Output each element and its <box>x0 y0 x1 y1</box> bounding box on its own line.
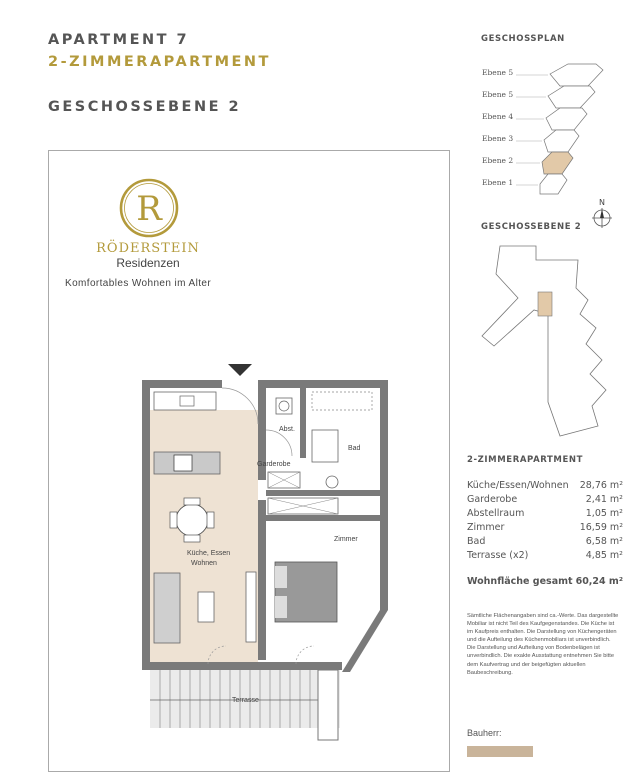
room-label-abst: Abst. <box>279 426 295 433</box>
area-row-kueche: Küche/Essen/Wohnen 28,76 m² <box>467 480 623 491</box>
monogram-letter: R <box>136 189 162 229</box>
room-label-bad: Bad <box>348 445 361 452</box>
level-label-1[interactable]: Ebene 1 <box>482 178 514 187</box>
geschossplan-title: GESCHOSSPLAN <box>481 34 565 44</box>
brand-name: RÖDERSTEIN <box>96 241 200 256</box>
level-label-5b[interactable]: Ebene 5 <box>482 90 514 99</box>
area-row-garderobe: Garderobe 2,41 m² <box>467 494 623 505</box>
area-row-abstellraum: Abstellraum 1,05 m² <box>467 508 623 519</box>
room-label-kueche-1: Küche, Essen <box>187 550 231 557</box>
level-label-2[interactable]: Ebene 2 <box>482 156 514 165</box>
room-label-zimmer: Zimmer <box>334 536 358 543</box>
level-title: GESCHOSSEBENE 2 <box>48 99 242 115</box>
area-row-zimmer: Zimmer 16,59 m² <box>467 522 623 533</box>
area-row-terrasse: Terrasse (x2) 4,85 m² <box>467 550 623 561</box>
summary-title: 2-ZIMMERAPARTMENT <box>467 455 583 465</box>
entrance-marker <box>228 364 252 376</box>
level-label-4[interactable]: Ebene 4 <box>482 112 514 121</box>
brand-tagline: Komfortables Wohnen im Alter <box>65 278 212 289</box>
monogram-logo <box>119 178 179 238</box>
room-label-kueche-2: Wohnen <box>191 560 217 567</box>
brand-subname: Residenzen <box>116 256 180 270</box>
area-row-bad: Bad 6,58 m² <box>467 536 623 547</box>
area-row-total: Wohnfläche gesamt 60,24 m² <box>467 576 623 587</box>
floor-plan <box>140 360 400 757</box>
room-label-garderobe: Garderobe <box>257 461 291 468</box>
geschossebene-title: GESCHOSSEBENE 2 <box>481 222 582 232</box>
level-label-5a[interactable]: Ebene 5 <box>482 68 514 77</box>
building-section-diagram <box>478 58 628 198</box>
room-label-terrasse: Terrasse <box>232 697 259 704</box>
disclaimer-note: Sämtliche Flächenangaben sind ca.-Werte. Das dargestellte Mobiliar ist nicht Teil des Kaufgegenstandes. Die Küche ist im Kaufpreis enthalten. Die Darstellung von Küchengeräten und die Aufteilung des Küchenmobiliars ist unverbindlich. Die Darstellung und Aufteilung von Bodenbelägen ist unverbindlich. Die exakte Ausstattung entnehmen Sie bitte dem Kaufvertrag und der beigefügten aktuellen Baubeschreibung. <box>467 613 619 676</box>
bauherr-label: Bauherr: <box>467 728 502 738</box>
apartment-title: APARTMENT 7 <box>48 32 190 48</box>
level-label-3[interactable]: Ebene 3 <box>482 134 514 143</box>
compass-letter: N <box>599 198 605 207</box>
apartment-type: 2-ZIMMERAPARTMENT <box>48 54 271 70</box>
level-outline-diagram <box>478 240 628 440</box>
compass-icon <box>591 196 613 230</box>
bauherr-logo <box>467 746 533 757</box>
